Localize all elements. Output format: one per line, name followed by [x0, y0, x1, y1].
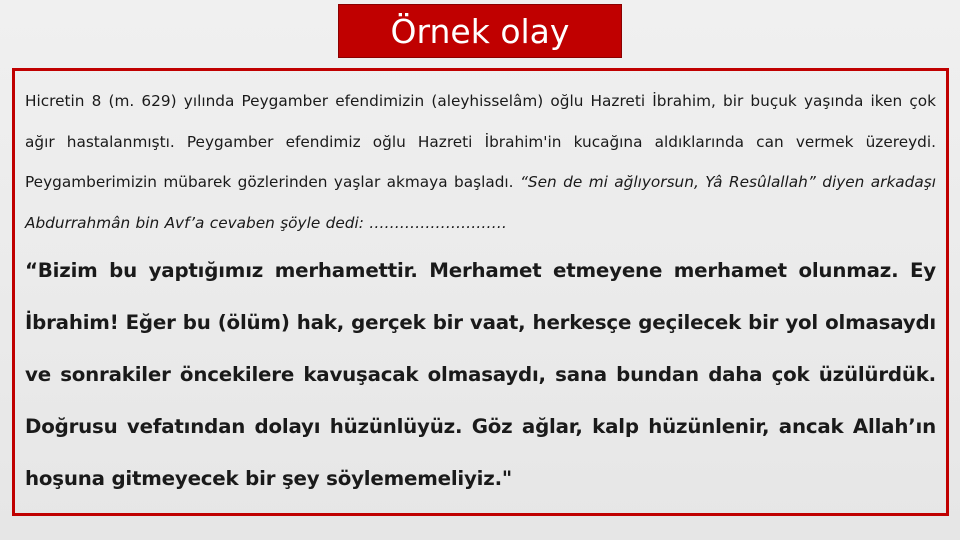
title-banner	[338, 4, 622, 58]
prophet-quote: “Bizim bu yaptığımız merhamettir. Merhamet etmeyene merhamet olunmaz. Ey İbrahim! Eğer bu (ölüm) hak, gerçek bir vaat, herkesçe geçilecek bir yol olmasaydı ve sonrakiler öncekilere kavuşacak olmasaydı, sana bundan daha çok üzülürdük. Doğrusu vefatından dolayı hüzünlüyüz. Göz ağlar, kalp hüzünlenir, ancak Allah’ın hoşuna gitmeyecek bir şey söylememeliyiz."	[25, 259, 936, 490]
slide-title: Örnek olay	[390, 11, 570, 51]
story-paragraph	[25, 81, 936, 243]
story-narrative: Hicretin 8 (m. 629) yılında Peygamber efendimizin (aleyhisselâm) oğlu Hazreti İbrahim, bir buçuk yaşında iken çok ağır hastalanmıştı. Peygamber efendimiz oğlu Hazreti İbrahim'in kucağına aldıklarında can vermek üzereydi. Peygamberimizin mübarek gözlerinden yaşlar akmaya başladı.	[25, 92, 936, 191]
story-quote-intro: “Sen de mi ağlıyorsun, Yâ Resûlallah” diyen arkadaşı Abdurrahmân bin Avf’a cevaben şöyle dedi: ………………………	[25, 173, 936, 232]
story-box	[12, 68, 949, 516]
